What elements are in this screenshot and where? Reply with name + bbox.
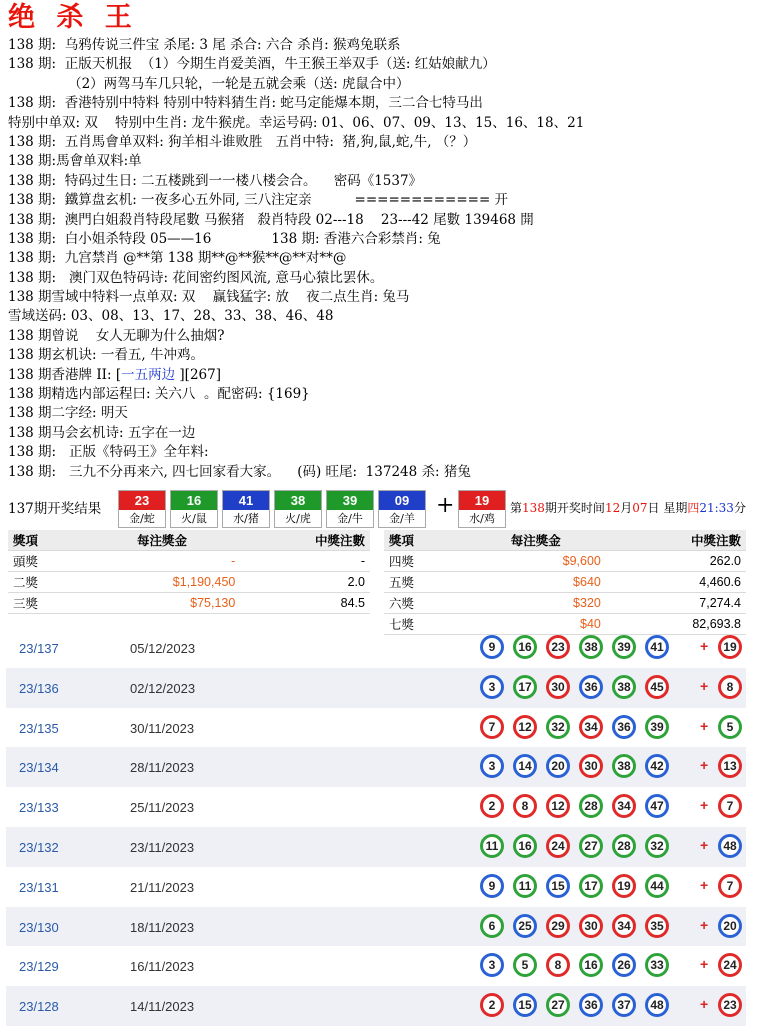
line-segment: 138 期:馬會单双料:单	[8, 153, 142, 170]
prize-cell: -	[84, 551, 241, 572]
line-segment: 138 期香港牌 II: [	[8, 366, 122, 383]
ball-number: 38	[275, 491, 321, 510]
result-ball	[326, 490, 374, 528]
history-ball: 33	[645, 953, 669, 977]
plus-sign: +	[700, 956, 709, 973]
ball-number: 19	[459, 491, 505, 510]
history-ball: 15	[513, 993, 537, 1017]
plus-sign: +	[700, 757, 709, 774]
ball-number: 39	[327, 491, 373, 510]
history-ball: 42	[645, 754, 669, 778]
line-segment: 138 期: 白小姐杀特段 05——16 138 期: 香港六合彩禁肖: 兔	[8, 230, 441, 247]
history-ball: 19	[612, 874, 636, 898]
history-ball: 36	[579, 993, 603, 1017]
draw-number-link[interactable]: 23/135	[19, 720, 59, 736]
draw-date: 16/11/2023	[130, 959, 195, 975]
history-ball: 30	[579, 914, 603, 938]
prize-cell: $640	[466, 572, 606, 593]
prize-table-right	[384, 530, 746, 635]
history-ball: 16	[513, 834, 537, 858]
line-segment: ][267]	[175, 366, 221, 383]
ball-element-zodiac: 火/虎	[285, 512, 311, 525]
history-ball: 6	[480, 914, 504, 938]
history-ball: 37	[612, 993, 636, 1017]
prediction-line	[8, 346, 770, 365]
draw-number-link[interactable]: 23/128	[19, 999, 59, 1015]
history-ball: 27	[579, 834, 603, 858]
ball-element-zodiac: 水/鸡	[469, 512, 495, 525]
line-segment: 138 期曾说 女人无聊为什么抽烟?	[8, 327, 229, 344]
history-ball: 20	[546, 754, 570, 778]
draw-number-link[interactable]: 23/133	[19, 800, 59, 816]
history-ball: 29	[546, 914, 570, 938]
history-ball: 12	[546, 794, 570, 818]
draw-number-link[interactable]: 23/130	[19, 919, 59, 935]
history-ball: 17	[579, 874, 603, 898]
history-ball: 41	[645, 635, 669, 659]
history-ball: 11	[513, 874, 537, 898]
line-segment: 138 期: 香港特别中特料 特别中特料猜生肖: 蛇马定能爆本期，三二合七特马出	[8, 95, 483, 112]
history-ball: 32	[546, 715, 570, 739]
history-ball: 3	[480, 953, 504, 977]
draw-date: 30/11/2023	[130, 720, 195, 736]
prize-cell: 二獎	[8, 572, 84, 593]
prediction-line	[8, 327, 770, 346]
prize-cell: 84.5	[240, 593, 370, 614]
history-ball: 34	[579, 715, 603, 739]
prediction-line	[8, 172, 770, 191]
history-ball: 28	[612, 834, 636, 858]
prize-header-cell: 每注獎金	[84, 530, 241, 551]
history-row[interactable]	[6, 867, 746, 907]
history-special-ball: 7	[718, 794, 742, 818]
prediction-line	[8, 249, 770, 268]
prize-cell: 2.0	[240, 572, 370, 593]
ball-number: 41	[223, 491, 269, 510]
line-segment: 138 期: 特码过生日: 二五楼跳到一一楼八楼会合。 密码《1537》	[8, 172, 423, 189]
result-ball	[378, 490, 426, 528]
draw-number-link[interactable]: 23/132	[19, 839, 59, 855]
history-ball: 44	[645, 874, 669, 898]
draw-number-link[interactable]: 23/131	[19, 879, 59, 895]
prize-row	[8, 551, 370, 572]
history-row[interactable]	[6, 787, 746, 827]
prize-cell: 4,460.6	[606, 572, 746, 593]
history-ball: 30	[579, 754, 603, 778]
line-segment: （2）两驾马车几只轮，一轮是五就会乘（送: 虎鼠合中）	[8, 75, 410, 92]
line-segment: 138 期: 乌鸦传说三件宝 杀尾: 3 尾 杀合: 六合 杀肖: 猴鸡兔联系	[8, 37, 401, 53]
prize-row	[8, 593, 370, 614]
history-ball: 2	[480, 794, 504, 818]
history-ball: 14	[513, 754, 537, 778]
ball-number: 23	[119, 491, 165, 510]
draw-date: 02/12/2023	[130, 680, 196, 696]
draw-date: 25/11/2023	[130, 800, 195, 816]
history-ball: 39	[612, 635, 636, 659]
prediction-line	[8, 385, 770, 404]
prize-cell: $1,190,450	[84, 572, 241, 593]
prediction-line	[8, 443, 770, 462]
history-ball: 12	[513, 715, 537, 739]
ball-number: 16	[171, 491, 217, 510]
history-row[interactable]	[6, 907, 746, 947]
ball-element-zodiac: 金/蛇	[129, 512, 155, 525]
prediction-line	[8, 463, 770, 482]
plus-sign: +	[700, 916, 709, 933]
result-ball	[222, 490, 270, 528]
history-ball: 25	[513, 914, 537, 938]
prize-table-left	[8, 530, 370, 614]
prize-cell: 頭獎	[8, 551, 84, 572]
prize-cell: $320	[466, 593, 606, 614]
prediction-text-block	[8, 36, 770, 482]
plus-sign: +	[700, 797, 709, 814]
prize-cell: 五獎	[384, 572, 466, 593]
prize-cell: 三獎	[8, 593, 84, 614]
page-title: 绝 杀 王	[8, 2, 138, 33]
ball-element-zodiac: 水/猪	[233, 512, 259, 525]
prize-row	[384, 593, 746, 614]
history-special-ball: 19	[718, 635, 742, 659]
line-segment: 一五两边	[121, 366, 176, 383]
prize-cell: 7,274.4	[606, 593, 746, 614]
history-special-ball: 48	[718, 834, 742, 858]
history-ball: 34	[612, 914, 636, 938]
plus-sign: +	[700, 876, 709, 893]
line-segment: 138 期: 五肖馬會单双料: 狗羊相斗谁败胜 五肖中特: 猪,狗,鼠,蛇,牛, （？）	[8, 133, 477, 150]
history-ball: 38	[579, 635, 603, 659]
draw-date: 21/11/2023	[130, 879, 195, 895]
history-row[interactable]	[6, 747, 746, 787]
history-ball: 16	[579, 953, 603, 977]
prediction-line	[8, 424, 770, 443]
history-ball: 30	[546, 675, 570, 699]
history-ball: 35	[645, 914, 669, 938]
ball-element-zodiac: 金/羊	[389, 512, 415, 525]
line-segment: 138 期: 鐵算盘玄机: 一夜多心五外同, 三八注定亲 ============ 开	[8, 192, 509, 209]
history-special-ball: 5	[718, 715, 742, 739]
draw-number-link[interactable]: 23/134	[19, 760, 59, 776]
prediction-line	[8, 114, 770, 133]
prediction-line	[8, 152, 770, 171]
history-ball: 8	[546, 953, 570, 977]
prize-header-cell: 中獎注數	[240, 530, 370, 551]
history-row[interactable]	[6, 827, 746, 867]
line-segment: 特别中单双: 双 特别中生肖: 龙牛猴虎。幸运号码: 01、06、07、09、13、15、16、18、21	[8, 114, 585, 131]
history-ball: 36	[612, 715, 636, 739]
ball-element-zodiac: 金/牛	[337, 512, 363, 525]
history-ball: 17	[513, 675, 537, 699]
prize-cell: 262.0	[606, 551, 746, 572]
prize-header-cell: 中獎注數	[606, 530, 746, 551]
history-special-ball: 20	[718, 914, 742, 938]
draw-date: 14/11/2023	[130, 999, 195, 1015]
result-ball	[118, 490, 166, 528]
prize-cell: 七獎	[384, 614, 466, 635]
result-ball	[274, 490, 322, 528]
history-row[interactable]	[6, 628, 746, 668]
plus-sign: +	[700, 677, 709, 694]
prediction-line	[8, 307, 770, 326]
line-segment: 138 期: 三九不分再来六, 四七回家看大家。 (码) 旺尾: 137248 杀: 猪兔	[8, 463, 471, 480]
line-segment: 138 期: 澳门双色特码诗: 花间密约图风流, 意马心猿比罢休。	[8, 269, 384, 286]
history-ball: 11	[480, 834, 504, 858]
prize-row	[384, 572, 746, 593]
line-segment: 138 期玄机诀: 一看五, 牛冲鸡。	[8, 347, 204, 364]
history-ball: 48	[645, 993, 669, 1017]
prediction-line	[8, 133, 770, 152]
prize-cell: $40	[466, 614, 606, 635]
prize-cell: -	[240, 551, 370, 572]
draw-date: 28/11/2023	[130, 760, 195, 776]
history-ball: 32	[645, 834, 669, 858]
prediction-line	[8, 269, 770, 288]
line-segment: 138 期: 正版天机报 （1）今期生肖爱美酒，牛王猴王举双手（送: 红姑娘献九）	[8, 56, 496, 73]
prediction-line	[8, 230, 770, 249]
history-ball: 3	[480, 675, 504, 699]
history-ball: 3	[480, 754, 504, 778]
history-special-ball: 13	[718, 754, 742, 778]
plus-sign: +	[436, 493, 455, 518]
prediction-line	[8, 75, 770, 94]
line-segment: 138 期二字经: 明天	[8, 405, 128, 422]
history-ball: 47	[645, 794, 669, 818]
history-ball: 9	[480, 874, 504, 898]
prediction-line	[8, 55, 770, 74]
draw-date: 18/11/2023	[130, 919, 195, 935]
next-draw-time: 第138期开奖时间12月07日 星期四21:33分	[510, 501, 746, 515]
history-special-ball: 7	[718, 874, 742, 898]
ball-number: 09	[379, 491, 425, 510]
prize-cell: $9,600	[466, 551, 606, 572]
line-segment: 雪域送码: 03、08、13、17、28、33、38、46、48	[8, 308, 334, 325]
prize-header-cell: 獎項	[384, 530, 466, 551]
history-ball: 26	[612, 953, 636, 977]
prediction-line	[8, 288, 770, 307]
result-ball	[170, 490, 218, 528]
line-segment: 138 期马会玄机诗: 五字在一边	[8, 424, 196, 441]
history-ball: 16	[513, 635, 537, 659]
draw-date: 05/12/2023	[130, 641, 196, 656]
history-ball: 28	[579, 794, 603, 818]
history-row[interactable]	[6, 986, 746, 1026]
history-ball: 15	[546, 874, 570, 898]
prize-header-cell: 獎項	[8, 530, 84, 551]
history-row[interactable]	[6, 668, 746, 708]
history-ball: 2	[480, 993, 504, 1017]
prize-cell: 六獎	[384, 593, 466, 614]
result-label: 137期开奖结果	[8, 501, 102, 517]
line-segment: 138 期: 九宫禁肖 @**第 138 期**@**猴**@**对**@	[8, 250, 347, 267]
draw-number-link[interactable]: 23/137	[19, 641, 59, 656]
history-ball: 38	[612, 675, 636, 699]
history-ball: 7	[480, 715, 504, 739]
draw-history-list	[6, 628, 746, 1026]
draw-result-strip	[6, 490, 772, 528]
prize-row	[8, 572, 370, 593]
prediction-line	[8, 94, 770, 113]
line-segment: 138 期: 正版《特码王》全年料:	[8, 444, 209, 461]
plus-sign: +	[700, 836, 709, 853]
prediction-line	[8, 366, 770, 385]
plus-sign: +	[700, 996, 709, 1013]
history-ball: 38	[612, 754, 636, 778]
history-ball: 34	[612, 794, 636, 818]
history-ball: 45	[645, 675, 669, 699]
draw-number-link[interactable]: 23/136	[19, 680, 59, 696]
history-ball: 23	[546, 635, 570, 659]
prize-cell: 四獎	[384, 551, 466, 572]
history-row[interactable]	[6, 946, 746, 986]
prize-cell: $75,130	[84, 593, 241, 614]
history-ball: 8	[513, 794, 537, 818]
history-special-ball: 24	[718, 953, 742, 977]
history-ball: 24	[546, 834, 570, 858]
prize-row	[384, 551, 746, 572]
history-ball: 27	[546, 993, 570, 1017]
result-special-ball	[458, 490, 506, 528]
history-row[interactable]	[6, 708, 746, 748]
line-segment: 138 期精选内部运程曰: 关六八 。配密码: {169}	[8, 386, 310, 403]
draw-number-link[interactable]: 23/129	[19, 959, 59, 975]
prediction-line	[8, 211, 770, 230]
prediction-line	[8, 36, 770, 55]
line-segment: 138 期: 澳門白姐殺肖特段尾數 马猴猪 殺肖特段 02---18 23---42 尾數 139468 開	[8, 211, 534, 228]
history-ball: 9	[480, 635, 504, 659]
prediction-line	[8, 191, 770, 210]
prediction-line	[8, 404, 770, 423]
ball-element-zodiac: 火/鼠	[181, 512, 207, 525]
draw-date: 23/11/2023	[130, 839, 195, 855]
prize-header-cell: 每注獎金	[466, 530, 606, 551]
history-ball: 5	[513, 953, 537, 977]
history-special-ball: 8	[718, 675, 742, 699]
plus-sign: +	[700, 638, 709, 654]
prize-cell: 82,693.8	[606, 614, 746, 635]
history-special-ball: 23	[718, 993, 742, 1017]
history-ball: 39	[645, 715, 669, 739]
history-ball: 36	[579, 675, 603, 699]
line-segment: 138 期雪域中特料一点单双: 双 赢钱猛字: 放 夜二点生肖: 兔马	[8, 289, 410, 306]
plus-sign: +	[700, 717, 709, 734]
